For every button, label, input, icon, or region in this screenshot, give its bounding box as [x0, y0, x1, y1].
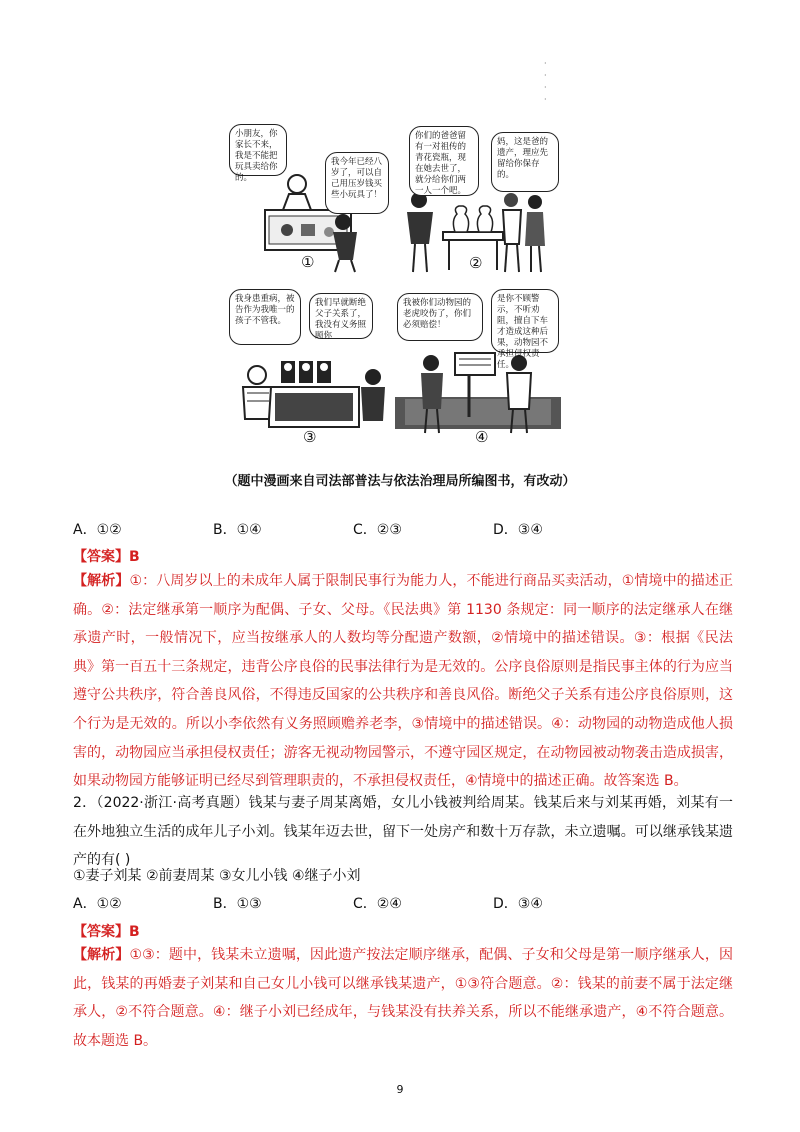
q1-option-b: B．①④ [213, 522, 262, 538]
q2-analysis [73, 941, 733, 1055]
figure-caption: （题中漫画来自司法部普法与依法治理局所编图书，有改动） [224, 474, 576, 489]
q1-analysis [73, 567, 733, 796]
q2-stem: 2．（2022·浙江·高考真题）钱某与妻子周某离婚，女儿小钱被判给周某。钱某后来与刘某再婚，刘某有一在外地独立生活的成年儿子小刘。钱某年迈去世，留下一处房产和数十万存款，未立遗嘱。可以继承钱某遗产的有( ) [73, 795, 733, 869]
q1-option-c: C．②③ [353, 522, 402, 538]
bubble-son: 我们早就断绝父子关系了，我没有义务照顾你 [309, 293, 373, 339]
q2-option-b: B．①③ [213, 896, 262, 912]
panel-number: ② [469, 254, 483, 272]
q2-choices: ①妻子刘某 ②前妻周某 ③女儿小钱 ④继子小刘 [73, 868, 361, 884]
q1-analysis-label: 【解析】 [73, 573, 130, 589]
q1-analysis-text: ①：八周岁以上的未成年人属于限制民事行为能力人，不能进行商品买卖活动，①情境中的描述正确。②：法定继承第一顺序为配偶、子女、父母。《民法典》第 1130 条规定：同一顺序的法定继承人在继承遗产时，一般情况下，应当按继承人的人数均等分配遗产数额，②情境中的描述错误。③：根据《民法典》第一百五十三条规定，违背公序良俗的民事法律行为是无效的。公序良俗原则是指民事主体的行为应当遵守公共秩序，符合善良风俗，不得违反国家的公共秩序和善良风俗。断绝父子关系有违公序良俗原则，这个行为是无效的。所以小李依然有义务照顾赡养老李，③情境中的描述错误。④：动物园的动物造成他人损害的，动物园应当承担侵权责任；游客无视动物园警示，不遵守园区规定，在动物园被动物袭击造成损害，如果动物园方能够证明已经尽到管理职责的，不承担侵权责任，④情境中的描述正确。故答案选 B。 [73, 573, 734, 790]
bubble-mother: 你们的爸爸留有一对祖传的青花瓷瓶，现在她去世了，就分给你们两一人一个吧。 [409, 126, 479, 196]
bubble-shopkeeper: 小朋友，你家长不来，我是不能把玩具卖给你的。 [229, 124, 287, 176]
panel-number: ③ [303, 428, 317, 446]
bubble-zoo-staff: 是你不顾警示，不听劝阻，擅自下车才造成这种后果，动物园不承担侵权责任。 [491, 289, 559, 353]
q2-option-c: C．②④ [353, 896, 402, 912]
comic-panel-1 [225, 122, 391, 283]
q1-option-a: A．①② [73, 522, 122, 538]
comic-panel-3 [225, 287, 391, 448]
bubble-father: 我身患重病，被告作为我唯一的孩子不管我。 [229, 289, 301, 345]
comic-panel-4 [395, 287, 561, 448]
q2-analysis-text: ①③：题中，钱某未立遗嘱，因此遗产按法定顺序继承，配偶、子女和父母是第一顺序继承人，因此，钱某的再婚妻子刘某和自己女儿小钱可以继承钱某遗产，①③符合题意。②：钱某的前妻不属于法定继承人，②不符合题意。④：继子小刘已经成年，与钱某没有扶养关系，所以不能继承遗产，④不符合题意。故本题选 B。 [73, 947, 734, 1049]
bubble-visitor: 我被你们动物园的老虎咬伤了，你们必须赔偿！ [397, 293, 483, 341]
bubble-children: 妈，这是爸的遗产，理应先留给你保存的。 [491, 132, 559, 192]
page-number: 9 [396, 1083, 404, 1096]
comic-panel-2 [395, 122, 561, 283]
q2-option-a: A．①② [73, 896, 122, 912]
bubble-child: 我今年已经八岁了，可以自己用压岁钱买些小玩具了！ [325, 152, 389, 214]
q1-option-d: D．③④ [493, 522, 543, 538]
q2-analysis-label: 【解析】 [73, 947, 130, 963]
comic-figure [225, 122, 561, 448]
panel-number: ④ [475, 428, 489, 446]
margin-dots: · · · · [544, 59, 547, 104]
q1-answer: 【答案】B [73, 549, 140, 565]
q2-option-d: D．③④ [493, 896, 543, 912]
q2-answer: 【答案】B [73, 924, 140, 940]
panel-number: ① [301, 253, 315, 271]
